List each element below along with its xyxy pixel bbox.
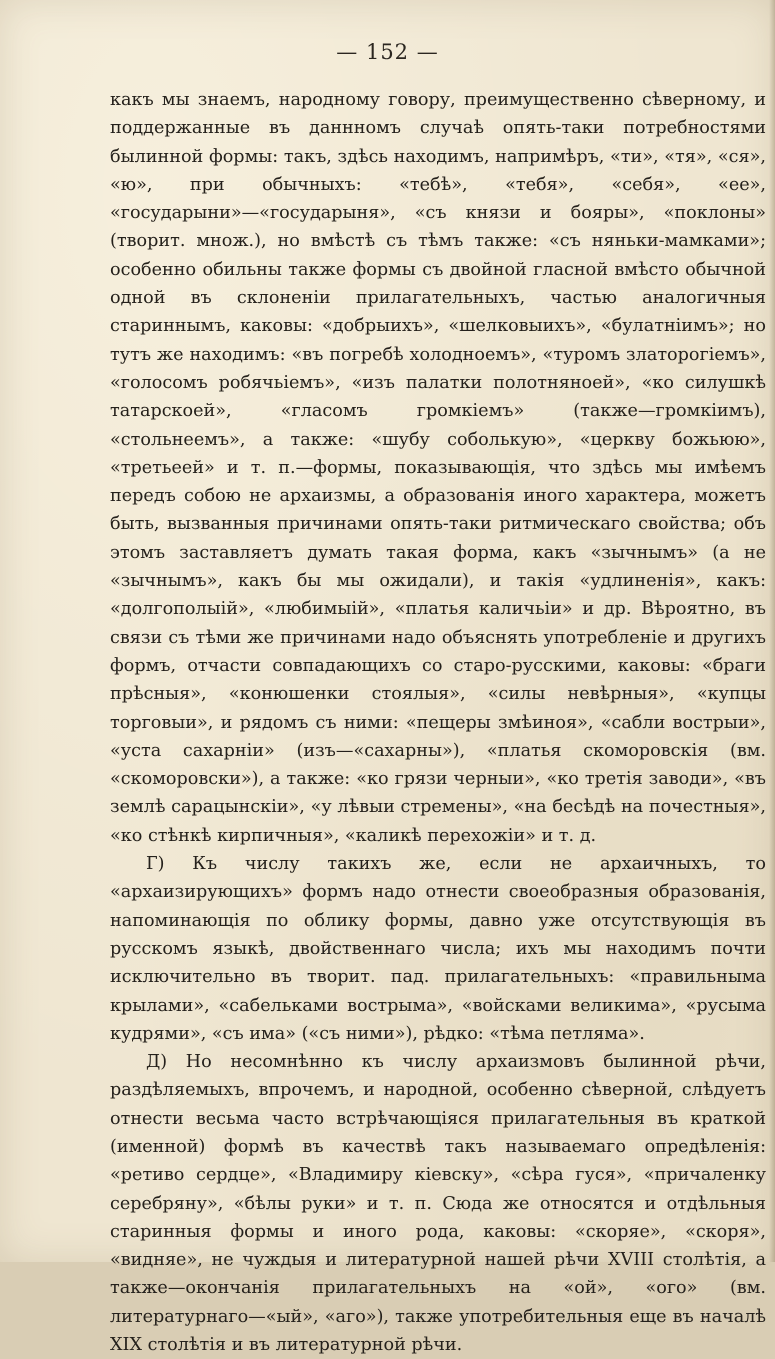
page-number: — 152 — <box>336 40 439 64</box>
paragraph-continuation: какъ мы знаемъ, народному говору, преимущественно сѣверному, и поддержанные въ даннномъ случаѣ опять-таки потребностями былинной формы: такъ, здѣсь находимъ, напримѣръ, «ти», «тя», «ся», «ю», при обычныхъ: «тебѣ», «тебя», «себя», «ее», «государыни»—«государыня», «съ князи и бояры», «поклоны» (творит. множ.), но вмѣстѣ съ тѣмъ также: «съ няньки-мамками»; особенно обильны также формы съ двойной гласной вмѣсто обычной одной въ склоненіи прилагательныхъ, частью аналогичныя стариннымъ, каковы: «добрыихъ», «шелковыихъ», «булатніимъ»; но тутъ же находимъ: «въ погребѣ холодноемъ», «туромъ златорогіемъ», «голосомъ робячьіемъ», «изъ палатки полотняноей», «ко силушкѣ татарскоей», «гласомъ громкіемъ» (также—громкіимъ), «стольнеемъ», а также: «шубу соболькую», «церкву божьюю», «третьеей» и т. п.—формы, показывающія, что здѣсь мы имѣемъ передъ собою не архаизмы, а образованія иного характера, можетъ быть, вызванныя причинами опять-таки ритмическаго свойства; объ этомъ заставляетъ думать такая форма, какъ «зычнымъ» (а не «зычнымъ», какъ бы мы ожидали), и такія «удлиненія», какъ: «долгополыій», «любимыій», «платья каличьіи» и др. Вѣроятно, въ связи съ тѣми же причинами надо объяснять употребленіе и другихъ формъ, отчасти совпадающихъ со старо-русскими, каковы: «браги прѣсныя», «конюшенки стоялыя», «силы невѣрныя», «купцы торговыи», и рядомъ съ ними: «пещеры змѣиноя», «сабли вострыи», «уста сахарніи» (изъ—«сахарны»), «платья скоморовскія (вм. «скоморовски»), а также: «ко грязи черныи», «ко третія заводи», «въ землѣ сарацынскіи», «у лѣвыи стремены», «на бесѣдѣ на почестныя», «ко стѣнкѣ кирпичныя», «каликѣ перехожіи» и т. д. <box>110 90 766 846</box>
paragraph-d: Д) Но несомнѣнно къ числу архаизмовъ былинной рѣчи, раздѣляемыхъ, впрочемъ, и народной, особенно сѣверной, слѣдуетъ отнести весьма часто встрѣчающіяся прилагательныя въ краткой (именной) формѣ въ качествѣ такъ называемаго опредѣленія: «ретиво сердце», «Владимиру кіевску», «сѣра гуся», «причаленку серебряну», «бѣлы руки» и т. п. Сюда же относятся и отдѣльныя старинныя формы и иного рода, каковы: «скоряе», «скоря», «видняе», не чуждыя и литературной нашей рѣчи XVIII столѣтія, а также—окончанія прилагательныхъ на «ой», «ого» (вм. литературнаго—«ый», «аго»), также употребительныя еще въ началѣ XIX столѣтія и въ литературной рѣчи. <box>110 1052 766 1356</box>
paragraph-g: Г) Къ числу такихъ же, если не архаичныхъ, то «архаизирующихъ» формъ надо отнести своеобразныя образованія, напоминающія по облику формы, давно уже отсутствующія въ русскомъ языкѣ, двойственнаго числа; ихъ мы находимъ почти исключительно въ творит. пад. прилагательныхъ: «правильныма крылами», «сабельками вострыма», «войсками великима», «русыма кудрями», «съ има» («съ ними»), рѣдко: «тѣма петлямa». <box>110 854 766 1044</box>
page-edge-shadow <box>769 0 775 1262</box>
body-text <box>110 86 766 1359</box>
